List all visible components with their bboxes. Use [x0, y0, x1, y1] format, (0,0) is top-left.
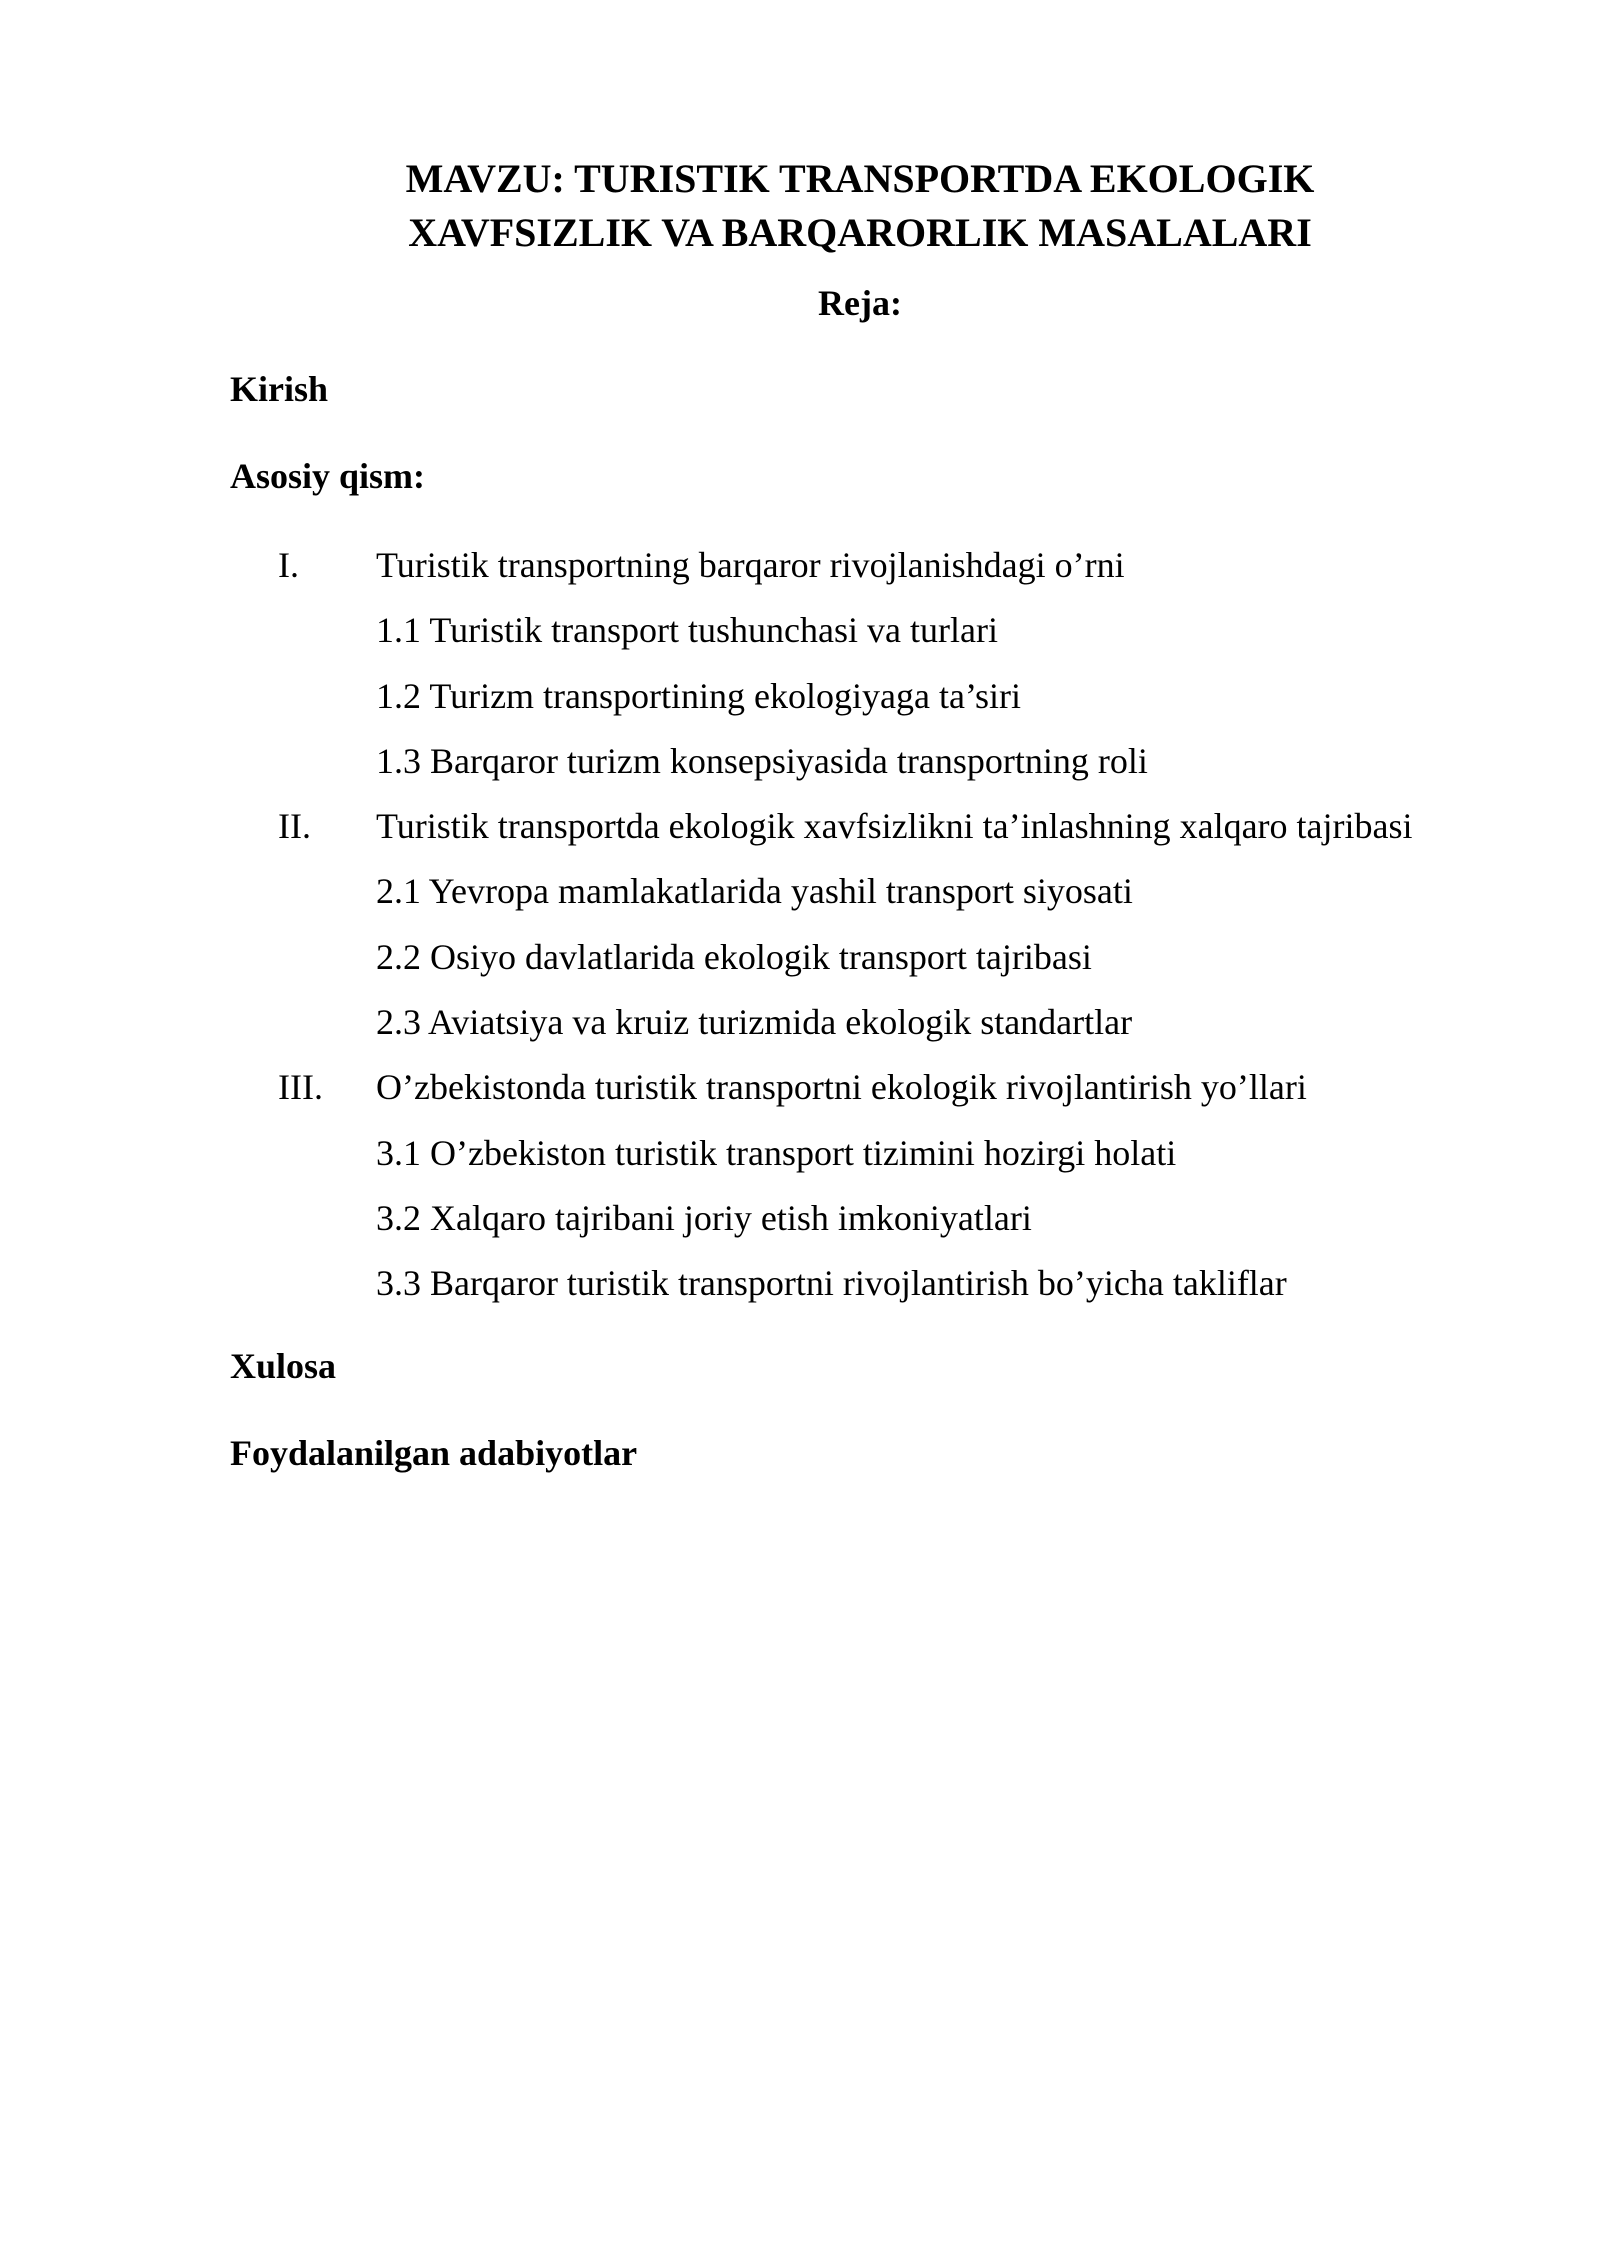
subsection-row	[230, 669, 1530, 734]
subsection-text: 2.3 Aviatsiya va kruiz turizmida ekologik standartlar	[376, 1002, 1133, 1043]
section-numeral: II.	[278, 806, 311, 847]
subsection-text: 3.2 Xalqaro tajribani joriy etish imkoniyatlari	[376, 1197, 1032, 1238]
plan-label: Reja:	[818, 283, 902, 323]
subsection-row	[230, 1126, 1530, 1191]
section-numeral: III.	[278, 1067, 323, 1108]
intro-heading: Kirish	[230, 369, 329, 409]
section-title: O’zbekistonda turistik transportni ekologik rivojlantirish yo’llari	[376, 1067, 1307, 1108]
subsection-text: 3.1 O’zbekiston turistik transport tizimini hozirgi holati	[376, 1132, 1177, 1173]
references-heading: Foydalanilgan adabiyotlar	[230, 1433, 638, 1473]
subsection-text: 2.2 Osiyo davlatlarida ekologik transport tajribasi	[376, 936, 1092, 977]
subsection-row	[230, 734, 1530, 799]
section-numeral: I.	[278, 545, 299, 585]
subsection-text: 1.1 Turistik transport tushunchasi va turlari	[376, 610, 998, 651]
section-title: Turistik transportda ekologik xavfsizlikni ta’inlashning xalqaro tajribasi	[376, 806, 1413, 847]
subsection-row	[230, 930, 1530, 995]
title-line-1: MAVZU: TURISTIK TRANSPORTDA EKOLOGIK	[405, 156, 1315, 201]
main-part-heading: Asosiy qism:	[230, 456, 426, 496]
subsection-row	[230, 864, 1530, 929]
subsection-text: 3.3 Barqaror turistik transportni rivojlantirish bo’yicha takliflar	[376, 1263, 1287, 1304]
subsection-text: 1.3 Barqaror turizm konsepsiyasida transportning roli	[376, 740, 1148, 781]
subsection-text: 1.2 Turizm transportining ekologiyaga ta’siri	[376, 675, 1021, 716]
subsection-row	[230, 1256, 1530, 1321]
subsection-row	[230, 603, 1530, 668]
subsection-row	[230, 1191, 1530, 1256]
subsection-row	[230, 995, 1530, 1060]
subsection-text: 2.1 Yevropa mamlakatlarida yashil transport siyosati	[376, 871, 1133, 912]
section-row	[230, 1060, 1530, 1125]
section-row	[230, 538, 1530, 603]
title-line-2: XAVFSIZLIK VA BARQARORLIK MASALALARI	[408, 210, 1312, 255]
section-row	[230, 799, 1530, 864]
outline	[230, 538, 1530, 1322]
conclusion-heading: Xulosa	[230, 1346, 337, 1386]
document-title	[230, 152, 1490, 260]
section-title: Turistik transportning barqaror rivojlanishdagi o’rni	[376, 545, 1125, 585]
